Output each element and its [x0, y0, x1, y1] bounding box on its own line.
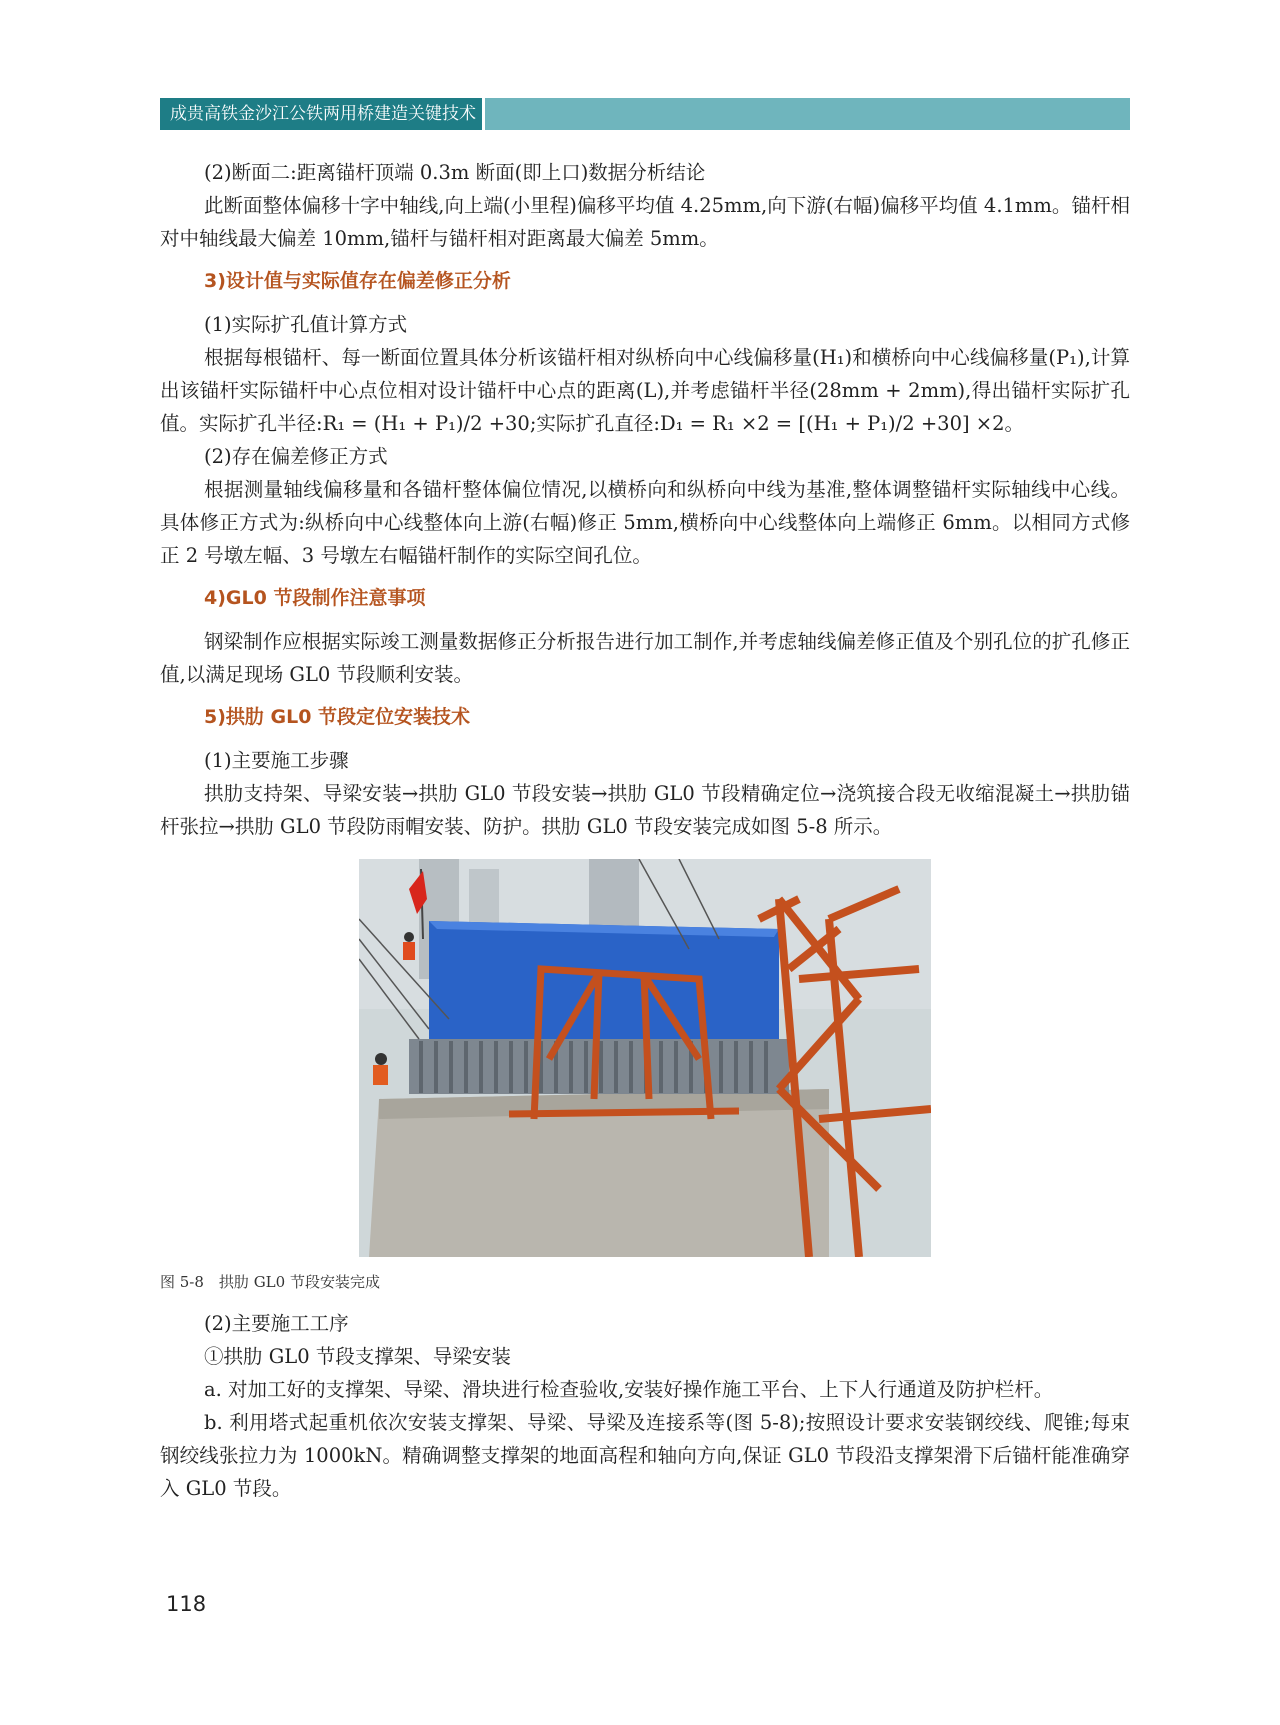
paragraph: (2)存在偏差修正方式	[204, 445, 388, 468]
figure-photo	[359, 859, 931, 1257]
section-heading: 3)设计值与实际值存在偏差修正分析	[204, 270, 511, 292]
paragraph: b. 利用塔式起重机依次安装支撑架、导梁、导梁及连接系等(图 5-8);按照设计要求安装钢绞线、爬锥;每束钢绞线张拉力为 1000kN。精确调整支撑架的地面高程和轴向方向,保证 GL0 节段沿支撑架滑下后锚杆能准确穿入 GL0 节段。	[160, 1411, 1130, 1500]
paragraph: 钢梁制作应根据实际竣工测量数据修正分析报告进行加工制作,并考虑轴线偏差修正值及个别孔位的扩孔修正值,以满足现场 GL0 节段顺利安装。	[160, 630, 1130, 686]
paragraph: 根据测量轴线偏移量和各锚杆整体偏位情况,以横桥向和纵桥向中线为基准,整体调整锚杆实际轴线中心线。具体修正方式为:纵桥向中心线整体向上游(右幅)修正 5mm,横桥向中心线整体向上端修正 6mm。以相同方式修正 2 号墩左幅、3 号墩左右幅锚杆制作的实际空间孔位。	[160, 478, 1130, 567]
section-heading: 4)GL0 节段制作注意事项	[204, 587, 426, 609]
paragraph: (2)主要施工工序	[204, 1312, 349, 1335]
page-content	[160, 156, 1130, 1505]
header-divider	[482, 98, 485, 130]
paragraph: (2)断面二:距离锚杆顶端 0.3m 断面(即上口)数据分析结论	[204, 161, 706, 184]
paragraph: a. 对加工好的支撑架、导梁、滑块进行检查验收,安装好操作施工平台、上下人行通道及防护栏杆。	[204, 1378, 1054, 1401]
figure-caption: 图 5-8 拱肋 GL0 节段安装完成	[160, 1273, 380, 1291]
section-heading: 5)拱肋 GL0 节段定位安装技术	[204, 706, 471, 728]
paragraph: (1)主要施工步骤	[204, 749, 349, 772]
book-title: 成贵高铁金沙江公铁两用桥建造关键技术	[160, 98, 482, 130]
construction-photo	[359, 859, 931, 1257]
paragraph: 此断面整体偏移十字中轴线,向上端(小里程)偏移平均值 4.25mm,向下游(右幅)偏移平均值 4.1mm。锚杆相对中轴线最大偏差 10mm,锚杆与锚杆相对距离最大偏差 5mm。	[160, 194, 1130, 250]
paragraph: 根据每根锚杆、每一断面位置具体分析该锚杆相对纵桥向中心线偏移量(H₁)和横桥向中心线偏移量(P₁),计算出该锚杆实际锚杆中心点位相对设计锚杆中心点的距离(L),并考虑锚杆半径(28mm + 2mm),得出锚杆实际扩孔值。实际扩孔半径:R₁ = (H₁ + P₁)/2 +30;实际扩孔直径:D₁ = R₁ ×2 = [(H₁ + P₁)/2 +30] ×2。	[160, 346, 1130, 435]
paragraph: (1)实际扩孔值计算方式	[204, 313, 408, 336]
page-number: 118	[166, 1592, 207, 1616]
paragraph: ①拱肋 GL0 节段支撑架、导梁安装	[204, 1345, 511, 1368]
paragraph: 拱肋支持架、导梁安装→拱肋 GL0 节段安装→拱肋 GL0 节段精确定位→浇筑接合段无收缩混凝土→拱肋锚杆张拉→拱肋 GL0 节段防雨帽安装、防护。拱肋 GL0 节段安装完成如图 5-8 所示。	[160, 782, 1130, 838]
